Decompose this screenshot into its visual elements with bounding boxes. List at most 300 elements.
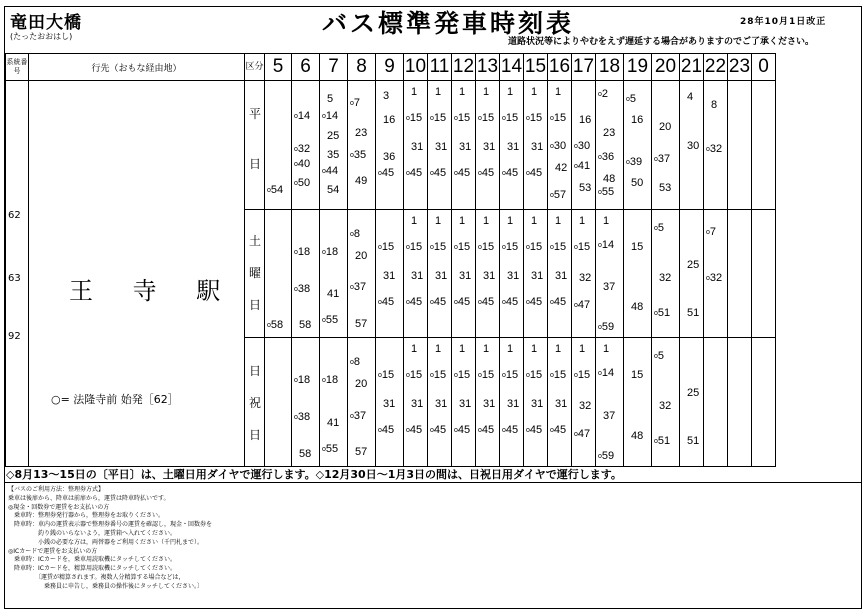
minute-value: 59 (601, 450, 615, 463)
origin-mark-icon: o (574, 142, 578, 150)
minute-value: 4 (687, 91, 694, 104)
minute-value: 37 (603, 280, 616, 293)
origin-mark-icon: o (350, 358, 354, 366)
departure-minute (502, 168, 518, 179)
departure-minute (631, 115, 643, 126)
hour-header: 17 (572, 54, 596, 81)
departure-minute (579, 273, 591, 284)
origin-mark-icon: o (294, 146, 298, 154)
hour-cell (524, 210, 548, 338)
page-title: バス標準発車時刻表 (322, 9, 575, 38)
minute-value: 1 (435, 85, 442, 98)
minute-value: 25 (327, 130, 340, 143)
minute-value: 16 (631, 113, 644, 126)
usage-rule-line: 乗務員に申告し，乗務員の操作後にタッチしてください。〕 (8, 582, 204, 590)
departure-minute (327, 131, 339, 142)
origin-mark-icon: o (350, 283, 354, 291)
minute-value: 14 (325, 109, 339, 122)
destination-name: 王 寺 駅 (69, 277, 237, 305)
origin-mark-icon: o (294, 112, 298, 120)
departure-minute (378, 425, 394, 436)
departure-minute (531, 87, 537, 98)
departure-minute (411, 142, 423, 153)
departure-minute (483, 142, 495, 153)
hour-cell (624, 210, 652, 338)
departure-minute (483, 399, 495, 410)
departure-minute (478, 425, 494, 436)
usage-rule-line: ◎現金・回数券で運賃をお支払いの方 (8, 503, 110, 511)
origin-mark-icon: o (378, 298, 382, 306)
origin-mark-icon: o (406, 170, 410, 178)
hour-cell (292, 210, 320, 338)
minute-value: 16 (579, 113, 592, 126)
departure-minute (654, 351, 664, 362)
minute-value: 15 (433, 368, 447, 381)
origin-mark-icon: o (378, 243, 382, 251)
minute-value: 1 (579, 342, 586, 355)
origin-mark-icon: o (502, 298, 506, 306)
origin-mark-icon: o (454, 243, 458, 251)
route-codes-cell (6, 81, 29, 467)
minute-value: 31 (555, 269, 568, 282)
origin-mark-icon: o (406, 371, 410, 379)
day-type-char: 日 (249, 298, 262, 312)
minute-value: 54 (327, 183, 340, 196)
hour-header: 18 (596, 54, 624, 81)
minute-value: 58 (270, 319, 284, 332)
minute-value: 45 (553, 295, 567, 308)
origin-mark-icon: o (598, 188, 602, 196)
minute-value: 15 (481, 368, 495, 381)
departure-minute (454, 425, 470, 436)
minute-value: 31 (531, 141, 544, 154)
hour-cell (524, 81, 548, 210)
minute-value: 36 (383, 150, 396, 163)
minute-value: 50 (297, 176, 311, 189)
minute-value: 1 (459, 214, 466, 227)
day-type-char: 日 (249, 428, 262, 442)
minute-value: 1 (603, 342, 610, 355)
origin-mark-icon: o (430, 243, 434, 251)
hour-cell (320, 81, 348, 210)
departure-minute (454, 242, 470, 253)
minute-value: 31 (531, 269, 544, 282)
departure-minute (598, 152, 614, 163)
departure-minute (267, 185, 283, 196)
departure-minute (706, 144, 722, 155)
minute-value: 8 (711, 98, 718, 111)
departure-minute (350, 282, 366, 293)
departure-minute (355, 447, 367, 458)
minute-value: 57 (553, 189, 567, 202)
departure-minute (687, 141, 699, 152)
minute-value: 1 (531, 85, 538, 98)
origin-mark-icon: o (267, 186, 271, 194)
minute-value: 45 (505, 424, 519, 437)
minute-value: 15 (481, 240, 495, 253)
minute-value: 38 (297, 282, 311, 295)
departure-minute (603, 216, 609, 227)
departure-minute (478, 168, 494, 179)
minute-value: 55 (601, 185, 615, 198)
minute-value: 14 (601, 366, 615, 379)
departure-minute (459, 344, 465, 355)
origin-mark-icon: o (526, 170, 530, 178)
departure-minute (322, 444, 338, 455)
minute-value: 3 (383, 89, 390, 102)
departure-minute (502, 113, 518, 124)
hour-cell (596, 81, 624, 210)
departure-minute (430, 168, 446, 179)
departure-minute (631, 242, 643, 253)
origin-mark-icon: o (322, 445, 326, 453)
departure-minute (574, 429, 590, 440)
origin-mark-icon: o (502, 427, 506, 435)
minute-value: 31 (459, 269, 472, 282)
hour-cell (376, 338, 404, 467)
minute-value: 1 (483, 85, 490, 98)
departure-minute (478, 370, 494, 381)
departure-minute (555, 344, 561, 355)
departure-minute (294, 412, 310, 423)
minute-value: 32 (709, 271, 723, 284)
departure-minute (598, 451, 614, 462)
origin-mark-icon: o (598, 324, 602, 332)
hour-header: 21 (680, 54, 704, 81)
origin-mark-icon: o (706, 146, 710, 154)
departure-minute (526, 425, 542, 436)
minute-value: 7 (709, 225, 717, 238)
minute-value: 15 (529, 240, 543, 253)
departure-minute (322, 247, 338, 258)
minute-value: 45 (529, 295, 543, 308)
origin-mark-icon: o (478, 298, 482, 306)
minute-value: 15 (529, 111, 543, 124)
minute-value: 15 (553, 240, 567, 253)
hour-cell (596, 210, 624, 338)
departure-minute (355, 128, 367, 139)
departure-minute (454, 297, 470, 308)
minute-value: 31 (411, 398, 424, 411)
origin-mark-icon: o (350, 151, 354, 159)
minute-value: 1 (603, 214, 610, 227)
minute-value: 31 (531, 398, 544, 411)
revision-date: 28年10月1日改正 (740, 17, 827, 27)
departure-minute (531, 271, 543, 282)
minute-value: 15 (409, 240, 423, 253)
departure-minute (350, 229, 360, 240)
minute-value: 1 (459, 342, 466, 355)
departure-minute (706, 227, 716, 238)
minute-value: 44 (325, 165, 339, 178)
departure-minute (654, 223, 664, 234)
origin-mark-icon: o (294, 161, 298, 168)
origin-mark-icon: o (294, 179, 298, 187)
origin-mark-icon: o (454, 170, 458, 178)
minute-value: 32 (297, 143, 311, 156)
hour-cell (680, 210, 704, 338)
departure-minute (526, 297, 542, 308)
departure-minute (631, 370, 643, 381)
minute-value: 31 (483, 141, 496, 154)
usage-rule-line: 小銭の必要な方は，両替器をご利用ください（千円札まで）。 (8, 538, 204, 546)
minute-value: 37 (353, 280, 367, 293)
departure-minute (299, 449, 311, 460)
minute-value: 48 (631, 429, 644, 442)
minute-value: 45 (409, 424, 423, 437)
departure-minute (654, 154, 670, 165)
departure-minute (654, 308, 670, 319)
departure-minute (483, 271, 495, 282)
minute-value: 40 (297, 158, 311, 170)
origin-mark-icon: o (626, 159, 630, 167)
departure-minute (507, 142, 519, 153)
minute-value: 41 (327, 416, 340, 429)
origin-mark-icon: o (430, 298, 434, 306)
departure-minute (294, 178, 310, 189)
departure-minute (383, 152, 395, 163)
departure-minute (406, 113, 422, 124)
minute-value: 31 (507, 269, 520, 282)
departure-minute (502, 425, 518, 436)
minute-value: 18 (325, 246, 339, 258)
origin-mark-icon: o (350, 412, 354, 420)
minute-value: 15 (553, 368, 567, 381)
usage-rule-line: 降車時：車内の運賃表示器で整理券番号の運賃を確認し，現金・回数券を (8, 521, 213, 529)
day-type-char: 祝 (249, 396, 262, 410)
departure-minute (350, 411, 366, 422)
hour-cell (728, 210, 752, 338)
hour-header: 16 (548, 54, 572, 81)
departure-minute (531, 399, 543, 410)
hour-cell (548, 81, 572, 210)
departure-minute (687, 388, 699, 399)
minute-value: 45 (481, 167, 495, 180)
origin-mark-icon: o (550, 114, 554, 122)
usage-rule-line: 乗車時：ICカードを，乗車用読取機にタッチしてください。 (8, 556, 176, 564)
usage-rule-line: 〔運賃が精算されます。複数人分精算する場合などは， (8, 573, 185, 581)
hour-cell (476, 210, 500, 338)
minute-value: 31 (411, 269, 424, 282)
minute-value: 45 (481, 424, 495, 437)
departure-minute (411, 344, 417, 355)
departure-minute (378, 168, 394, 179)
departure-minute (435, 216, 441, 227)
departure-minute (299, 320, 311, 331)
minute-value: 35 (353, 148, 367, 161)
departure-minute (378, 370, 394, 381)
hour-cell (265, 338, 292, 467)
minute-value: 45 (505, 167, 519, 180)
departure-minute (531, 142, 543, 153)
origin-mark-icon: o (406, 427, 410, 435)
day-type-cell (245, 210, 265, 338)
origin-mark-icon: o (654, 309, 658, 317)
origin-mark-icon: o (378, 371, 382, 379)
departure-minute (406, 370, 422, 381)
minute-value: 31 (555, 398, 568, 411)
departure-minute (411, 399, 423, 410)
departure-minute (502, 242, 518, 253)
hour-header: 10 (404, 54, 428, 81)
departure-minute (598, 368, 614, 379)
departure-minute (579, 183, 591, 194)
origin-mark-icon: o (378, 427, 382, 435)
departure-minute (294, 284, 310, 295)
hour-cell (572, 210, 596, 338)
departure-minute (322, 375, 338, 386)
departure-minute (550, 113, 566, 124)
departure-minute (574, 300, 590, 311)
origin-mark-icon: o (598, 153, 602, 161)
origin-mark-icon: o (706, 274, 710, 282)
minute-value: 45 (381, 295, 395, 308)
minute-value: 51 (657, 306, 671, 319)
minute-value: 32 (579, 271, 592, 284)
origin-mark-icon: o (502, 114, 506, 122)
minute-value: 23 (355, 126, 368, 139)
departure-minute (598, 322, 614, 333)
departure-minute (550, 370, 566, 381)
minute-value: 1 (531, 342, 538, 355)
hour-header: 15 (524, 54, 548, 81)
departure-minute (459, 271, 471, 282)
hour-cell (500, 210, 524, 338)
departure-minute (550, 141, 566, 152)
origin-mark-icon: o (454, 427, 458, 435)
minute-value: 48 (603, 172, 616, 185)
minute-value: 57 (355, 446, 368, 459)
departure-minute (531, 344, 537, 355)
origin-mark-icon: o (478, 371, 482, 379)
hour-cell (376, 210, 404, 338)
minute-value: 50 (631, 176, 644, 189)
origin-mark-icon: o (550, 298, 554, 306)
hour-cell (452, 81, 476, 210)
departure-minute (654, 436, 670, 447)
hour-header: 11 (428, 54, 452, 81)
departure-minute (574, 242, 590, 253)
minute-value: 1 (555, 85, 562, 98)
departure-minute (631, 178, 643, 189)
usage-rule-line: 釣り銭のいらないよう，運賃箱へ入れてください。 (8, 529, 177, 537)
departure-minute (531, 216, 537, 227)
departure-minute (711, 100, 717, 111)
hour-cell (348, 81, 376, 210)
minute-value: 15 (457, 111, 471, 124)
hour-header: 22 (704, 54, 728, 81)
origin-mark-icon: o (654, 438, 658, 446)
hour-header: 0 (752, 54, 776, 81)
origin-mark-icon: o (526, 243, 530, 251)
hour-cell (500, 81, 524, 210)
departure-minute (598, 89, 608, 100)
hour-header: 7 (320, 54, 348, 81)
departure-minute (507, 344, 513, 355)
departure-minute (550, 190, 566, 201)
origin-note: ○= 法隆寺前 始発［62］ (51, 393, 179, 406)
departure-minute (550, 297, 566, 308)
departure-minute (631, 302, 643, 313)
minute-value: 16 (383, 113, 396, 126)
minute-value: 59 (601, 321, 615, 334)
hour-cell (404, 210, 428, 338)
departure-minute (355, 251, 367, 262)
origin-mark-icon: o (322, 377, 326, 385)
departure-minute (555, 87, 561, 98)
departure-minute (659, 401, 671, 412)
hour-cell (752, 338, 776, 467)
minute-value: 1 (531, 214, 538, 227)
origin-mark-icon: o (478, 243, 482, 251)
minute-value: 30 (687, 139, 700, 152)
departure-minute (294, 375, 310, 386)
departure-minute (507, 216, 513, 227)
departure-minute (687, 308, 699, 319)
hour-cell (680, 338, 704, 467)
hour-header: 20 (652, 54, 680, 81)
origin-mark-icon: o (406, 114, 410, 122)
minute-value: 31 (411, 141, 424, 154)
origin-mark-icon: o (478, 114, 482, 122)
departure-minute (435, 271, 447, 282)
origin-mark-icon: o (550, 427, 554, 435)
origin-mark-icon: o (598, 90, 602, 98)
departure-minute (603, 128, 615, 139)
departure-minute (555, 163, 567, 174)
origin-mark-icon: o (526, 427, 530, 435)
departure-minute (579, 216, 585, 227)
minute-value: 20 (659, 121, 672, 133)
minute-value: 1 (555, 214, 562, 227)
hour-cell (596, 338, 624, 467)
minute-value: 45 (409, 167, 423, 180)
hour-cell (348, 210, 376, 338)
departure-minute (350, 98, 360, 109)
minute-value: 1 (555, 342, 562, 355)
route-code: 63 (8, 273, 21, 284)
departure-minute (355, 319, 367, 330)
origin-mark-icon: o (430, 371, 434, 379)
origin-mark-icon: o (574, 243, 578, 251)
hour-cell (728, 338, 752, 467)
departure-minute (598, 240, 614, 251)
origin-mark-icon: o (526, 114, 530, 122)
minute-value: 45 (529, 167, 543, 180)
holiday-footnote: ◇8月13～15日の〔平日〕は、土曜日用ダイヤで運行します。◇12月30日～1月3日の間は、日祝日用ダイヤで運行します。 (6, 468, 622, 481)
origin-mark-icon: o (502, 371, 506, 379)
minute-value: 1 (507, 214, 514, 227)
minute-value: 15 (577, 368, 591, 381)
departure-minute (294, 159, 310, 170)
departure-minute (322, 166, 338, 177)
hour-cell (292, 338, 320, 467)
departure-minute (507, 399, 519, 410)
departure-minute (659, 122, 671, 133)
departure-minute (483, 216, 489, 227)
day-type-char: 日 (249, 364, 262, 378)
minute-value: 5 (327, 93, 334, 106)
hour-cell (476, 81, 500, 210)
minute-value: 15 (505, 111, 519, 124)
hour-header: 5 (265, 54, 292, 81)
minute-value: 45 (433, 295, 447, 308)
departure-minute (454, 168, 470, 179)
minute-value: 31 (435, 141, 448, 154)
departure-minute (350, 357, 360, 368)
origin-mark-icon: o (478, 427, 482, 435)
hour-cell (572, 81, 596, 210)
